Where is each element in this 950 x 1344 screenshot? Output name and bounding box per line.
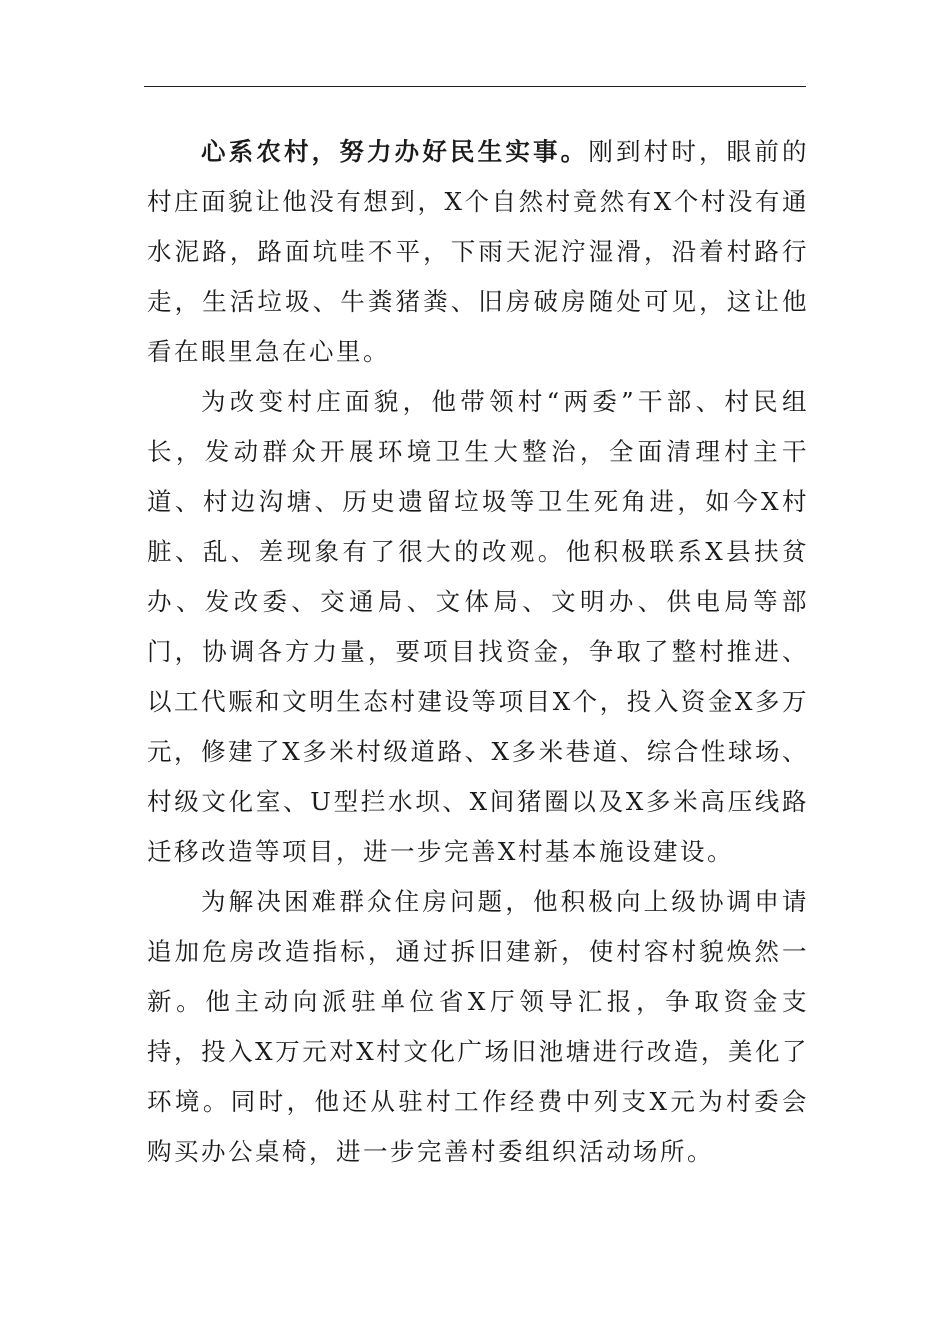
paragraph-2-text: 为改变村庄面貌，他带领村“两委”干部、村民组长，发动群众开展环境卫生大整治，全面清理村主干道、村边沟塘、历史遗留垃圾等卫生死角进，如今X村脏、乱、差现象有了很大的改观。他积极联系X县扶贫办、发改委、交通局、文体局、文明办、供电局等部门，协调各方力量，要项目找资金，争取了整村推进、以工代赈和文明生态村建设等项目X个，投入资金X多万元，修建了X多米村级道路、X多米巷道、综合性球场、村级文化室、U型拦水坝、X间猪圈以及X多米高压线路迁移改造等项目，进一步完善X村基本施设建设。: [147, 387, 809, 866]
paragraph-3: [147, 877, 809, 1177]
paragraph-2: [147, 377, 809, 877]
paragraph-1-text: 刚到村时，眼前的村庄面貌让他没有想到，X个自然村竟然有X个村没有通水泥路，路面坑哇不平，下雨天泥泞湿滑，沿着村路行走，生活垃圾、牛粪猪粪、旧房破房随处可见，这让他看在眼里急在心里。: [147, 137, 810, 366]
document-body: [147, 127, 809, 1177]
paragraph-1-lead: 心系农村，努力办好民生实事。: [201, 137, 589, 166]
header-rule: [144, 86, 806, 87]
paragraph-1: [147, 127, 809, 377]
paragraph-3-text: 为解决困难群众住房问题，他积极向上级协调申请追加危房改造指标，通过拆旧建新，使村容村貌焕然一新。他主动向派驻单位省X厅领导汇报，争取资金支持，投入X万元对X村文化广场旧池塘进行改造，美化了环境。同时，他还从驻村工作经费中列支X元为村委会购买办公桌椅，进一步完善村委组织活动场所。: [147, 887, 809, 1166]
